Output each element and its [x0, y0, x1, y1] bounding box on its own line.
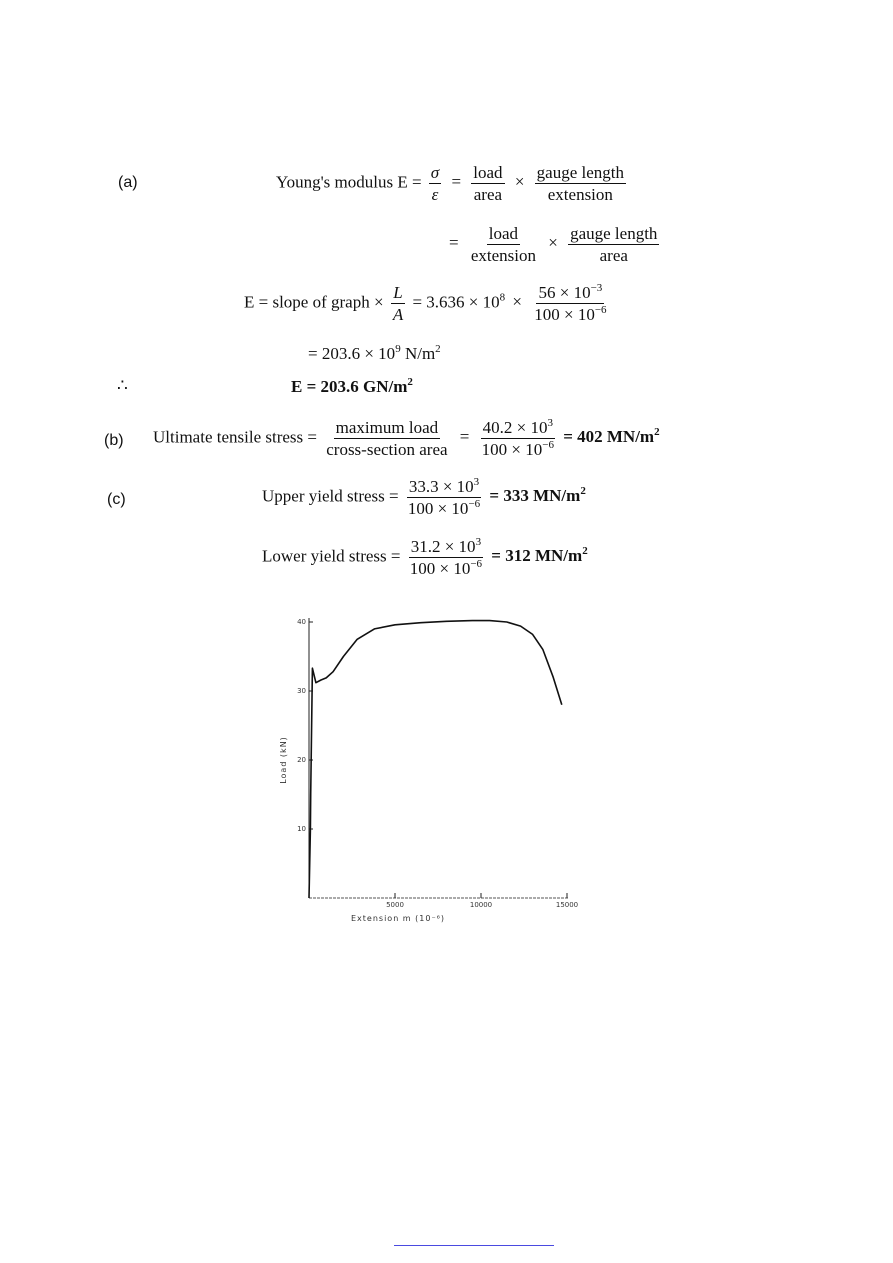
- modulus-unit: N/m: [400, 344, 436, 363]
- a-symbol: A: [392, 305, 404, 324]
- y-tick-label-20: 20: [297, 756, 306, 764]
- lower-yield-values: [408, 537, 484, 578]
- therefore-symbol: ∴: [117, 376, 128, 395]
- upper-result-exp: 2: [580, 485, 586, 498]
- uts-result-exp: 2: [654, 426, 660, 439]
- equals-sign: =: [451, 172, 462, 192]
- gauge-over-area-values: [532, 283, 608, 324]
- upper-yield-equation: [262, 477, 586, 518]
- slope-prefix: E = slope of graph ×: [244, 292, 384, 312]
- slope-equation: [244, 283, 612, 324]
- upper-den-exp: −6: [468, 498, 481, 510]
- area-value: 100 × 10: [534, 305, 595, 324]
- y-tick-label-30: 30: [297, 687, 306, 695]
- lower-result: = 312 MN/m: [491, 546, 583, 566]
- area-text-2: area: [599, 246, 628, 265]
- gauge-value: 56 × 10: [538, 283, 591, 302]
- lower-result-exp: 2: [582, 545, 588, 558]
- upper-yield-prefix: Upper yield stress =: [262, 486, 399, 506]
- area-exponent: −6: [594, 304, 607, 316]
- gauge-length-text-2: gauge length: [570, 224, 658, 243]
- gauge-over-extension: [535, 163, 626, 204]
- extension-text: extension: [547, 185, 613, 204]
- times-sign-2: ×: [548, 233, 558, 253]
- chart-axes: [309, 618, 569, 898]
- load-over-extension: [469, 224, 538, 265]
- uts-num-exp: 3: [547, 417, 553, 429]
- area-text: area: [473, 185, 503, 204]
- x-tick-label-15000: 15000: [555, 901, 579, 909]
- x-axis-title: Extension m (10⁻⁶): [350, 914, 446, 923]
- youngs-modulus-equation: [276, 163, 629, 204]
- y-tick-label-10: 10: [297, 825, 306, 833]
- times-sign-3: ×: [512, 292, 522, 312]
- sigma-symbol: σ: [430, 163, 440, 182]
- load-extension-chart: [270, 608, 600, 938]
- footer-link[interactable]: [394, 1245, 554, 1246]
- cross-area-text: cross-section area: [326, 440, 448, 459]
- upper-den: 100 × 10: [407, 499, 469, 518]
- x-tick-label-5000: 5000: [386, 901, 404, 909]
- uts-equation: [153, 418, 660, 459]
- extension-text-2: extension: [470, 246, 536, 265]
- l-over-a: [391, 283, 405, 324]
- uts-num: 40.2 × 10: [482, 418, 548, 437]
- upper-result: = 333 MN/m: [489, 486, 581, 506]
- part-b-label: (b): [104, 432, 124, 449]
- equals-sign-2: =: [449, 233, 459, 253]
- sigma-over-epsilon: [429, 163, 441, 204]
- modulus-value: = 203.6 × 10: [308, 344, 396, 363]
- load-text-2: load: [488, 224, 519, 243]
- chart-series: [309, 621, 562, 898]
- times-sign: ×: [514, 172, 525, 192]
- l-symbol: L: [393, 283, 403, 302]
- lower-den: 100 × 10: [409, 559, 471, 578]
- modulus-exponent: 9: [395, 343, 401, 355]
- modulus-unit-exponent: 2: [435, 343, 441, 355]
- uts-result: = 402 MN/m: [563, 427, 655, 447]
- upper-yield-values: [406, 477, 482, 518]
- uts-den-exp: −6: [542, 439, 554, 451]
- part-a-label: (a): [118, 174, 138, 191]
- lower-yield-prefix: Lower yield stress =: [262, 546, 401, 566]
- y-tick-label-40: 40: [297, 618, 306, 626]
- modulus-value-line: [308, 344, 441, 364]
- series-line-0: [309, 621, 562, 898]
- epsilon-symbol: ε: [431, 185, 439, 204]
- gauge-exponent: −3: [590, 282, 603, 294]
- uts-values: [480, 418, 556, 459]
- lower-den-exp: −6: [470, 558, 483, 570]
- upper-num: 33.3 × 10: [408, 477, 474, 496]
- youngs-modulus-prefix: Young's modulus E =: [276, 172, 422, 192]
- uts-den: 100 × 10: [481, 440, 543, 459]
- maxload-over-area: [324, 418, 449, 459]
- slope-value: = 3.636 × 10: [412, 292, 500, 312]
- lower-num-exp: 3: [475, 536, 482, 548]
- modulus-result: [291, 377, 413, 397]
- max-load-text: maximum load: [335, 418, 439, 437]
- lower-yield-equation: [262, 537, 588, 578]
- equals-sign-b: =: [459, 427, 470, 447]
- lower-num: 31.2 × 10: [410, 537, 476, 556]
- gauge-over-area: [568, 224, 659, 265]
- load-over-area: [471, 163, 504, 204]
- rearranged-equation: [446, 224, 662, 265]
- load-text: load: [473, 163, 503, 182]
- modulus-result-text: E = 203.6 GN/m: [291, 377, 408, 396]
- slope-exponent: 8: [499, 291, 506, 304]
- modulus-result-exponent: 2: [407, 376, 413, 388]
- gauge-length-text: gauge length: [536, 163, 624, 182]
- uts-prefix: Ultimate tensile stress =: [153, 427, 317, 447]
- part-c-label: (c): [107, 491, 126, 508]
- y-axis-title: Load (kN): [279, 736, 288, 784]
- upper-num-exp: 3: [473, 476, 480, 488]
- x-tick-label-10000: 10000: [469, 901, 493, 909]
